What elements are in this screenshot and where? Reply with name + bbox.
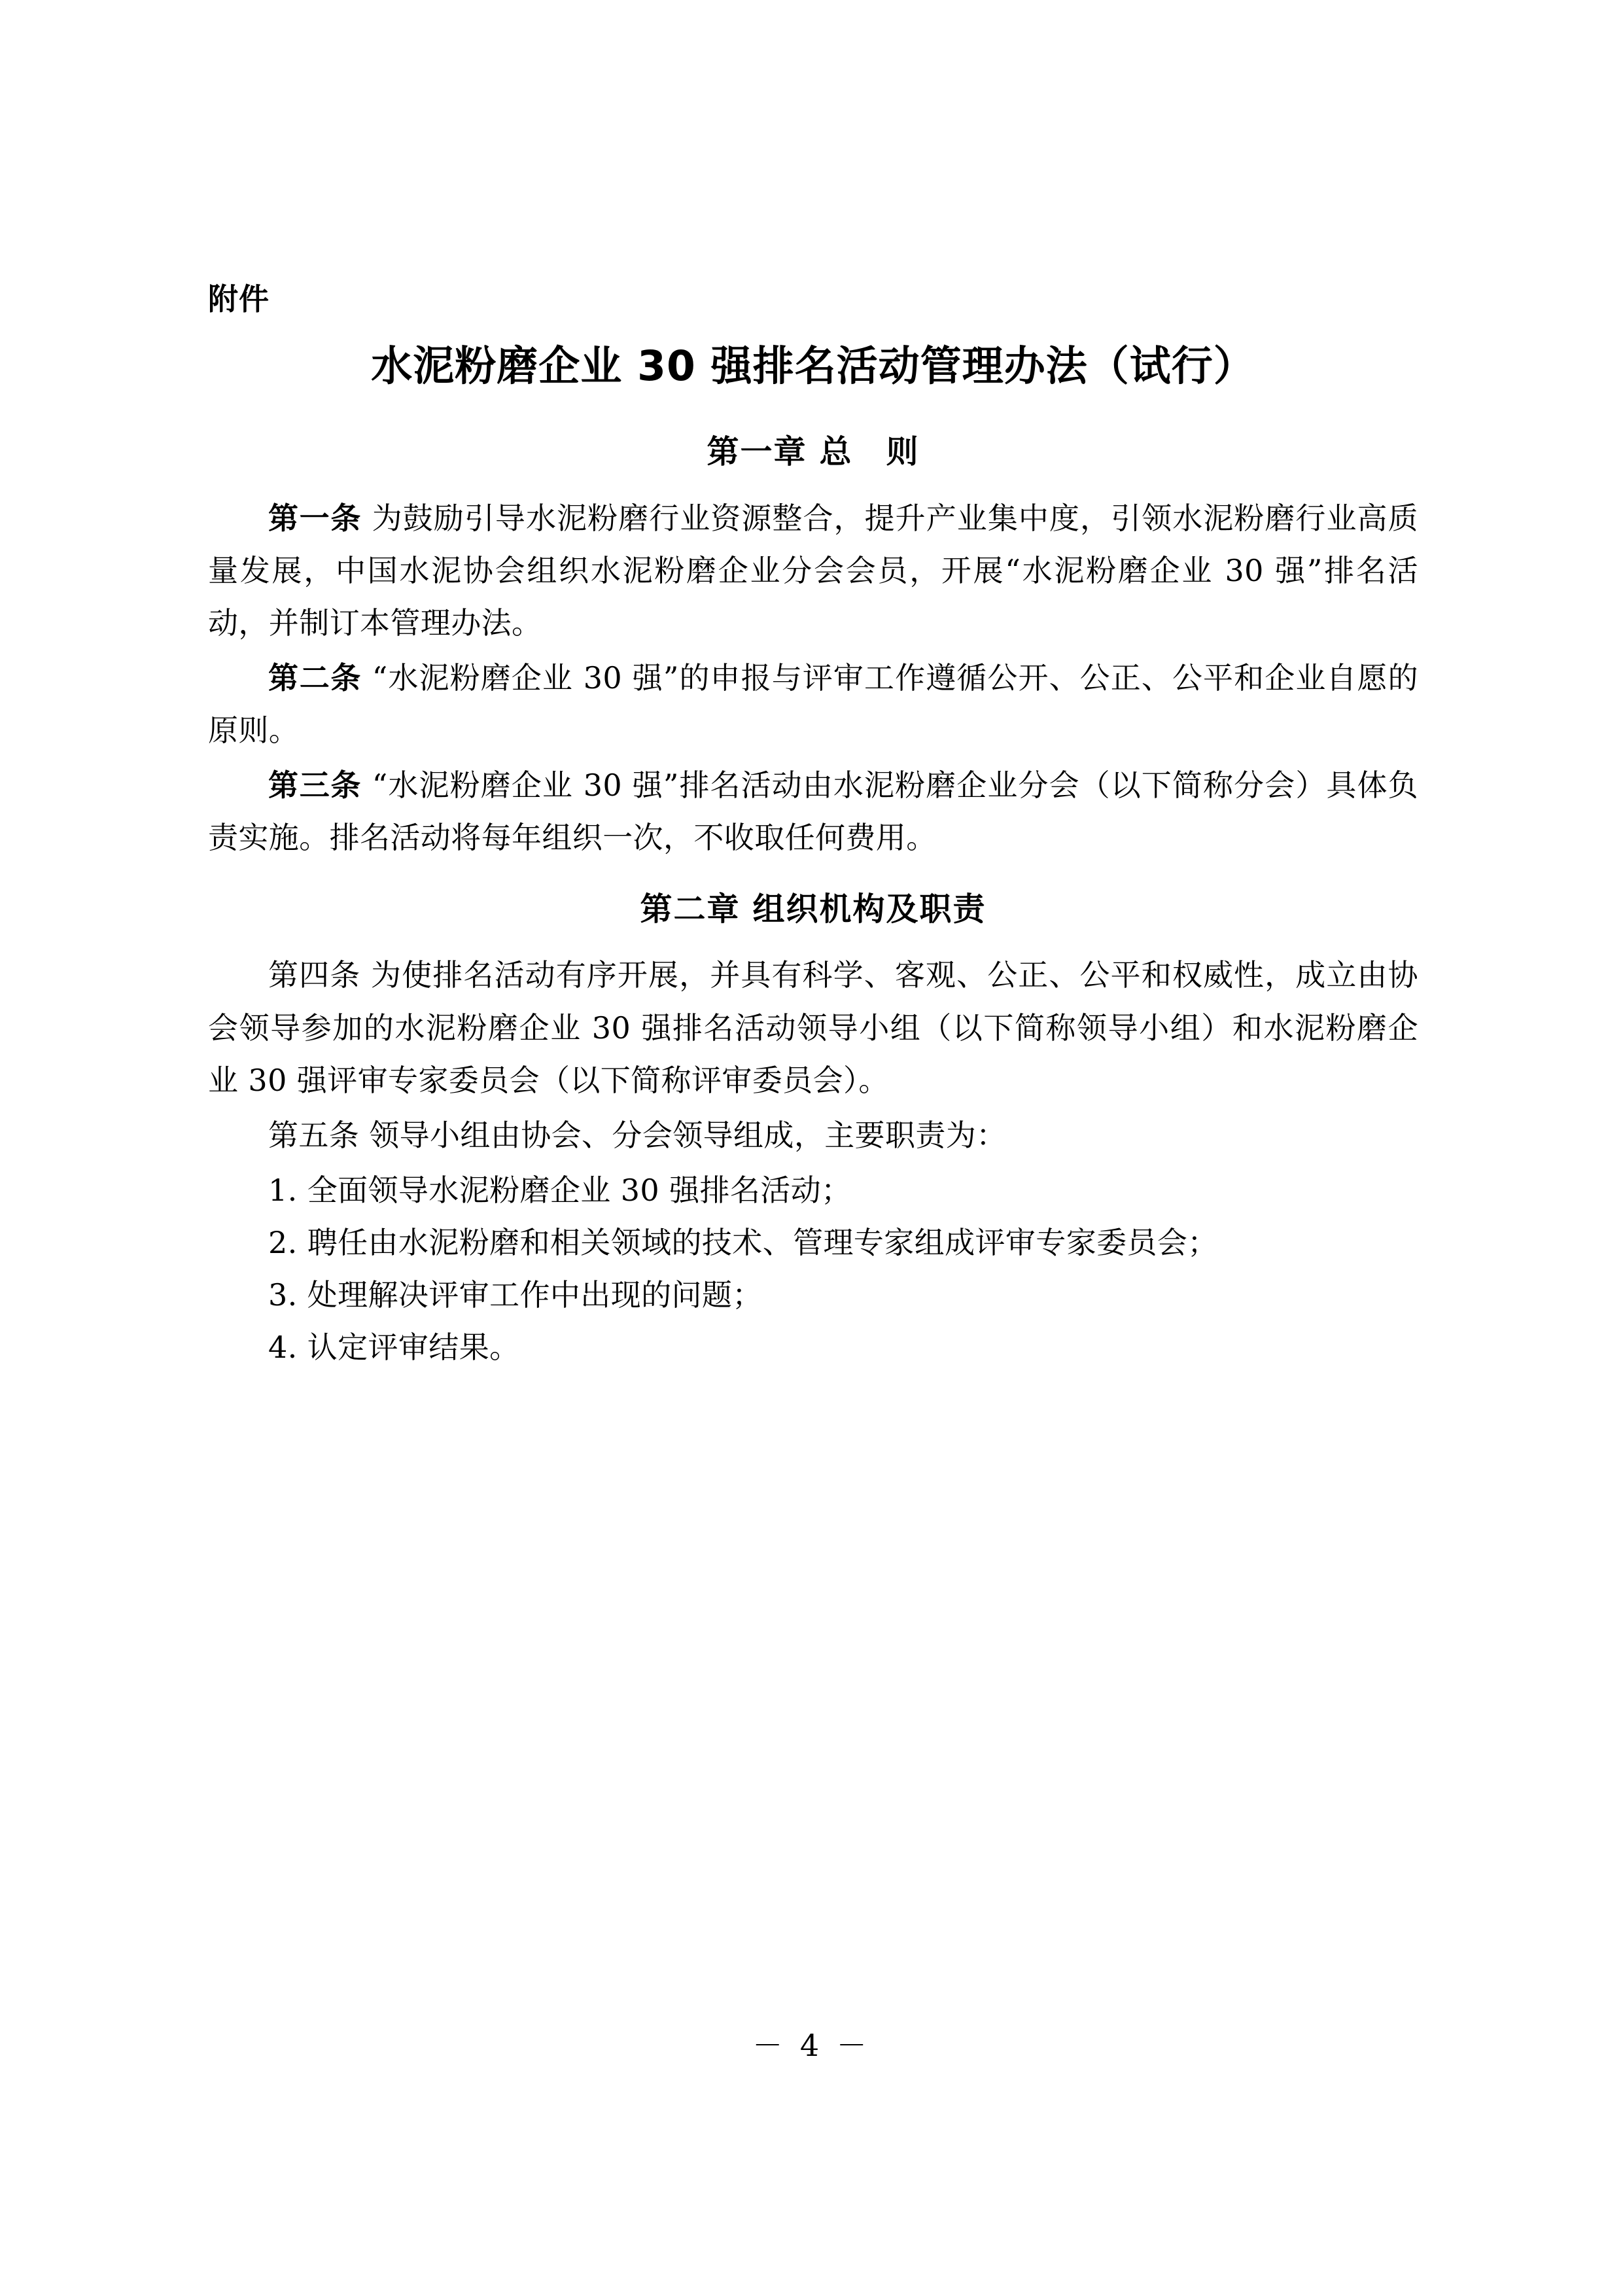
list-item: 2. 聘任由水泥粉磨和相关领域的技术、管理专家组成评审专家委员会； (268, 1224, 1218, 1260)
page-number: － 4 － (752, 2028, 871, 2063)
article-4-paragraph: 第四条 为使排名活动有序开展，并具有科学、客观、公正、公平和权威性，成立由协会领导参加的水泥粉磨企业 30 强排名活动领导小组（以下简称领导小组）和水泥粉磨企业 30 强评审专家委员会（以下简称评审委员会）。 (208, 957, 1418, 1098)
chapter-two-heading: 第二章 组织机构及职责 (640, 890, 986, 928)
article-3-text: “水泥粉磨企业 30 强”排名活动由水泥粉磨企业分会（以下简称分会）具体负责实施。排名活动将每年组织一次，不收取任何费用。 (208, 767, 1419, 855)
article-2-label: 第二条 (268, 660, 362, 696)
list-item: 4. 认定评审结果。 (268, 1329, 520, 1365)
chapter-one-heading: 第一章 总 则 (707, 433, 920, 471)
article-1-text: 为鼓励引导水泥粉磨行业资源整合，提升产业集中度，引领水泥粉磨行业高质量发展，中国水泥协会组织水泥粉磨企业分会会员，开展“水泥粉磨企业 30 强”排名活动，并制订本管理办法。 (208, 500, 1419, 641)
list-item: 1. 全面领导水泥粉磨企业 30 强排名活动； (268, 1172, 852, 1208)
article-3-label: 第三条 (268, 767, 362, 803)
page-title: 水泥粉磨企业 30 强排名活动管理办法（试行） (371, 342, 1255, 391)
article-1-label: 第一条 (268, 500, 362, 536)
article-2-text: “水泥粉磨企业 30 强”的申报与评审工作遵循公开、公正、公平和企业自愿的原则。 (208, 660, 1419, 748)
list-item: 3. 处理解决评审工作中出现的问题； (268, 1277, 763, 1313)
article-2-paragraph (208, 652, 1418, 756)
article-1-paragraph (208, 492, 1418, 649)
document-body (208, 281, 1418, 1373)
article-3-paragraph (208, 759, 1418, 864)
article-5-paragraph: 第五条 领导小组由协会、分会领导组成，主要职责为： (268, 1117, 1007, 1153)
attachment-label: 附件 (208, 281, 270, 317)
